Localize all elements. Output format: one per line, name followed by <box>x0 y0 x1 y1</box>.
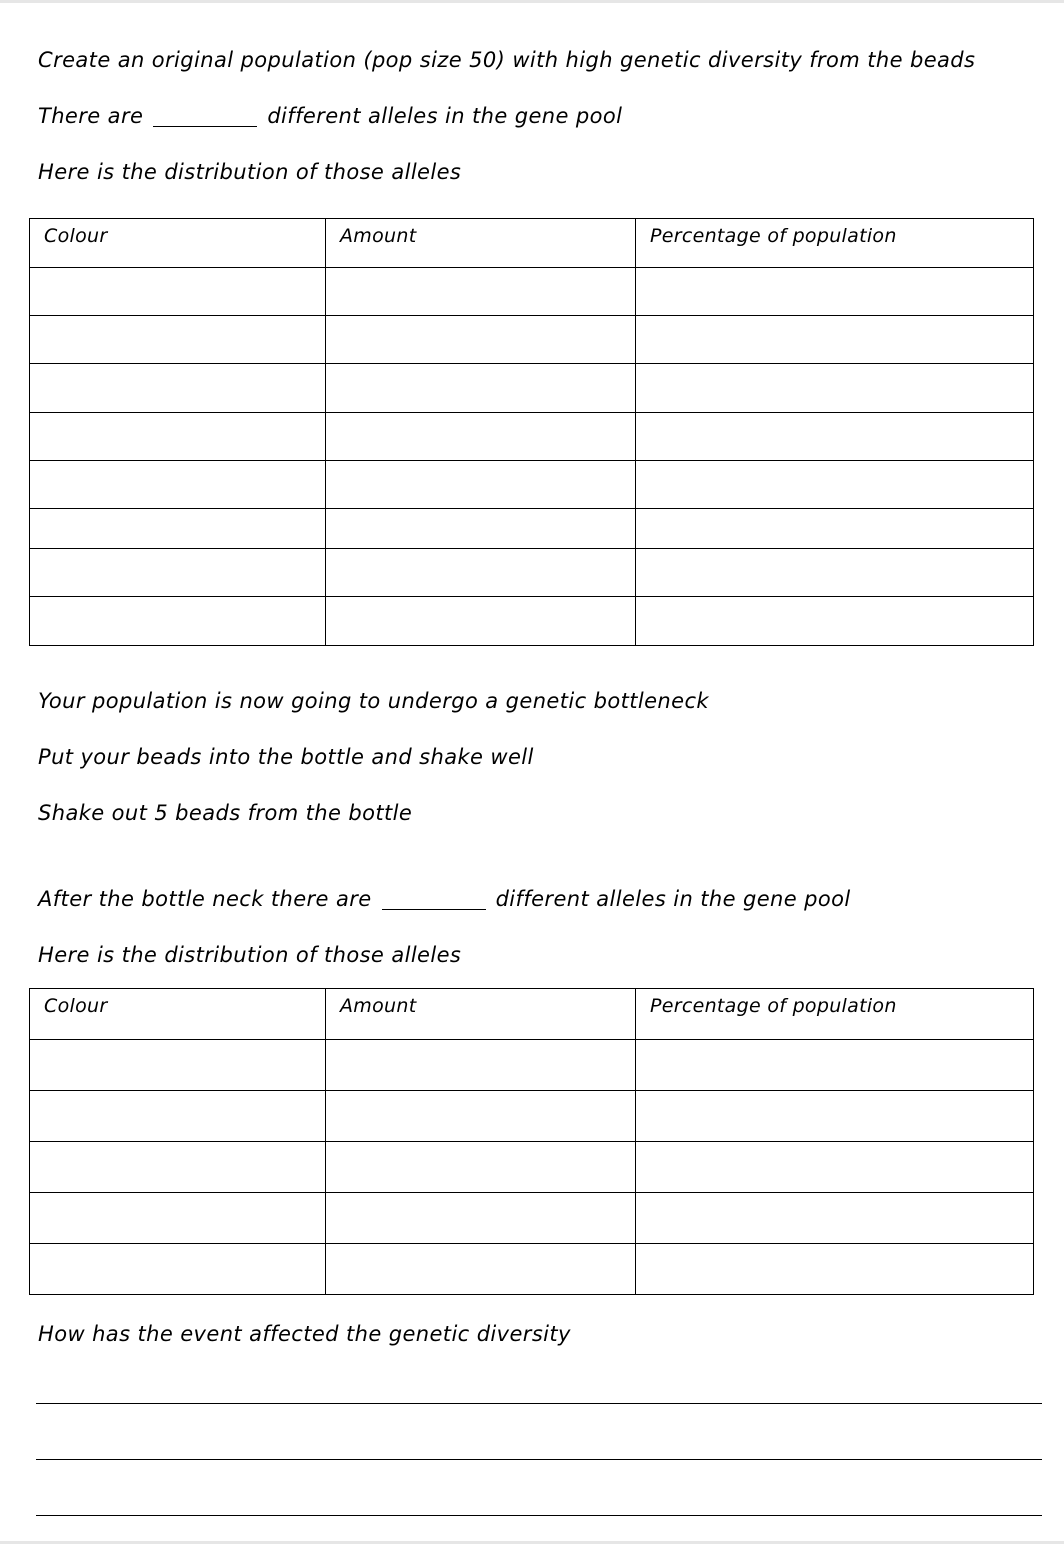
amount-cell[interactable] <box>326 1040 636 1091</box>
amount-cell[interactable] <box>326 509 636 549</box>
amount-cell[interactable] <box>326 1244 636 1295</box>
percentage-cell[interactable] <box>636 364 1034 413</box>
percentage-cell[interactable] <box>636 1091 1034 1142</box>
percentage-cell[interactable] <box>636 1142 1034 1193</box>
header-amount: Amount <box>326 219 636 268</box>
amount-cell[interactable] <box>326 549 636 597</box>
answer-line-1[interactable] <box>36 1403 1042 1404</box>
amount-cell[interactable] <box>326 1091 636 1142</box>
bottleneck-distribution-table <box>29 988 1034 1295</box>
table-row <box>30 597 1034 646</box>
colour-cell[interactable] <box>30 509 326 549</box>
colour-cell[interactable] <box>30 549 326 597</box>
diversity-question: How has the event affected the genetic diversity <box>38 1322 571 1346</box>
table-row <box>30 509 1034 549</box>
amount-cell[interactable] <box>326 461 636 509</box>
amount-cell[interactable] <box>326 413 636 461</box>
colour-cell[interactable] <box>30 316 326 364</box>
amount-cell[interactable] <box>326 1193 636 1244</box>
colour-cell[interactable] <box>30 268 326 316</box>
original-distribution-table <box>29 218 1034 646</box>
header-percentage: Percentage of population <box>636 219 1034 268</box>
table-header-row <box>30 219 1034 268</box>
colour-cell[interactable] <box>30 1244 326 1295</box>
amount-cell[interactable] <box>326 1142 636 1193</box>
after-bottleneck-sentence <box>38 885 851 913</box>
percentage-cell[interactable] <box>636 597 1034 646</box>
table-row <box>30 364 1034 413</box>
colour-cell[interactable] <box>30 413 326 461</box>
colour-cell[interactable] <box>30 461 326 509</box>
alleles-count-prefix: There are <box>38 104 144 128</box>
percentage-cell[interactable] <box>636 1193 1034 1244</box>
amount-cell[interactable] <box>326 268 636 316</box>
amount-cell[interactable] <box>326 364 636 413</box>
table-row <box>30 1091 1034 1142</box>
percentage-cell[interactable] <box>636 461 1034 509</box>
answer-line-3[interactable] <box>36 1515 1042 1516</box>
amount-cell[interactable] <box>326 597 636 646</box>
table-row <box>30 1193 1034 1244</box>
percentage-cell[interactable] <box>636 509 1034 549</box>
percentage-cell[interactable] <box>636 316 1034 364</box>
header-colour: Colour <box>30 219 326 268</box>
table-row <box>30 1040 1034 1091</box>
create-population-instruction: Create an original population (pop size 50) with high genetic diversity from the beads <box>38 48 976 72</box>
alleles-count-blank[interactable] <box>153 125 257 127</box>
table-row <box>30 316 1034 364</box>
colour-cell[interactable] <box>30 1091 326 1142</box>
header-percentage: Percentage of population <box>636 989 1034 1040</box>
header-amount: Amount <box>326 989 636 1040</box>
bottleneck-intro: Your population is now going to undergo a genetic bottleneck <box>38 689 709 713</box>
table-header-row <box>30 989 1034 1040</box>
percentage-cell[interactable] <box>636 413 1034 461</box>
table-row <box>30 413 1034 461</box>
colour-cell[interactable] <box>30 1193 326 1244</box>
distribution-label: Here is the distribution of those alleles <box>38 160 462 184</box>
table-row <box>30 1244 1034 1295</box>
percentage-cell[interactable] <box>636 549 1034 597</box>
table-row <box>30 1142 1034 1193</box>
table-row <box>30 268 1034 316</box>
top-border <box>0 0 1064 3</box>
percentage-cell[interactable] <box>636 1040 1034 1091</box>
table-row <box>30 549 1034 597</box>
colour-cell[interactable] <box>30 1142 326 1193</box>
after-alleles-prefix: After the bottle neck there are <box>38 887 372 911</box>
colour-cell[interactable] <box>30 364 326 413</box>
colour-cell[interactable] <box>30 597 326 646</box>
alleles-count-sentence <box>38 102 622 130</box>
percentage-cell[interactable] <box>636 1244 1034 1295</box>
header-colour: Colour <box>30 989 326 1040</box>
answer-line-2[interactable] <box>36 1459 1042 1460</box>
bottle-shake-instruction: Put your beads into the bottle and shake well <box>38 745 534 769</box>
colour-cell[interactable] <box>30 1040 326 1091</box>
percentage-cell[interactable] <box>636 268 1034 316</box>
after-distribution-label: Here is the distribution of those alleles <box>38 943 462 967</box>
table-row <box>30 461 1034 509</box>
alleles-count-suffix: different alleles in the gene pool <box>267 104 623 128</box>
shake-out-instruction: Shake out 5 beads from the bottle <box>38 801 413 825</box>
after-alleles-blank[interactable] <box>382 908 486 910</box>
amount-cell[interactable] <box>326 316 636 364</box>
after-alleles-suffix: different alleles in the gene pool <box>495 887 851 911</box>
